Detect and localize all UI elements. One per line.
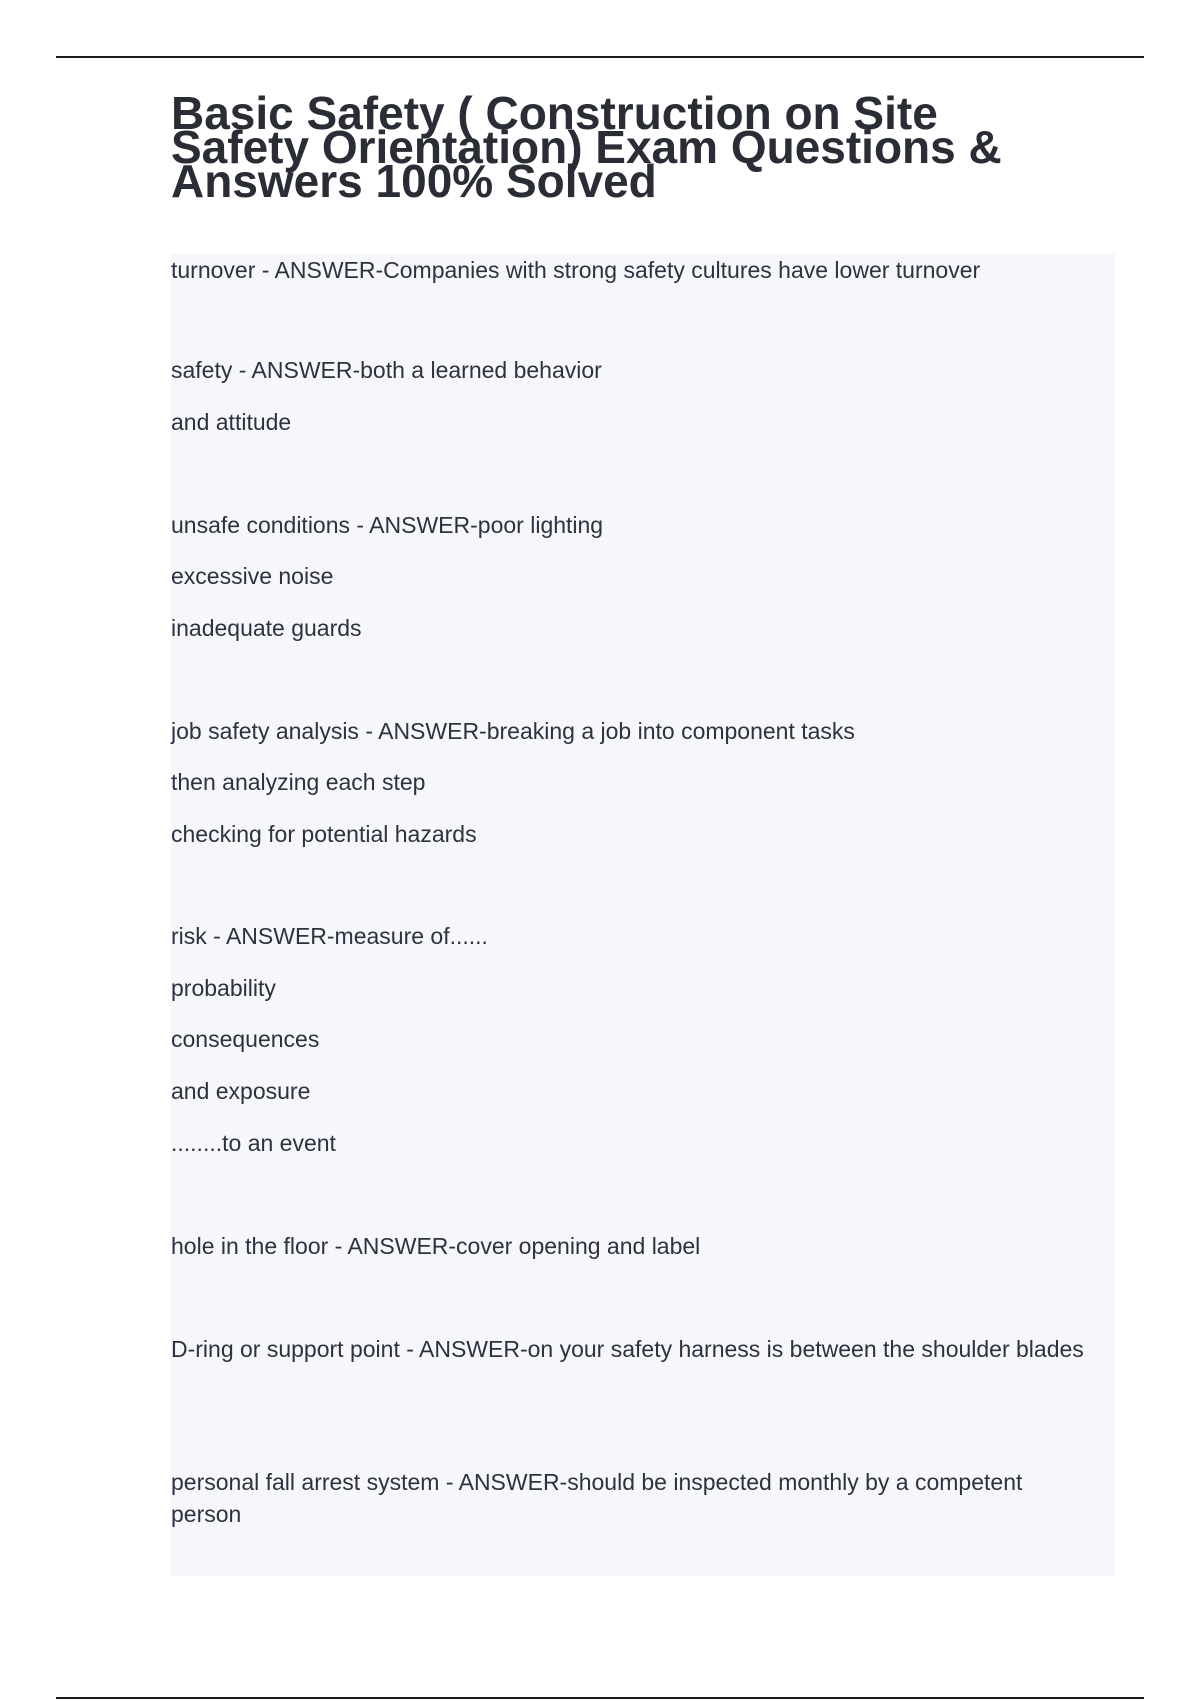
document-title: Basic Safety ( Construction on Site Safety Orientation) Exam Questions & Answers 100% Solved: [171, 87, 1002, 207]
qa-entry-personal-fall-arrest-system: [171, 1466, 1111, 1530]
qa-entry-safety: [171, 354, 1111, 438]
qa-line: checking for potential hazards: [171, 821, 477, 847]
qa-line: excessive noise: [171, 563, 334, 589]
qa-line: and attitude: [171, 409, 292, 435]
qa-line: turnover - ANSWER-Companies with strong safety cultures have lower turnover: [171, 257, 981, 283]
qa-line: inadequate guards: [171, 615, 362, 641]
qa-line: ........to an event: [171, 1130, 336, 1156]
qa-entry-job-safety-analysis: [171, 715, 1111, 850]
qa-entry-turnover: [171, 254, 1111, 286]
bottom-divider: [56, 1697, 1144, 1699]
qa-line: consequences: [171, 1026, 320, 1052]
qa-line: probability: [171, 975, 276, 1001]
qa-entry-d-ring: [171, 1333, 1111, 1365]
qa-line: personal fall arrest system - ANSWER-should be inspected monthly by a competent person: [171, 1469, 1023, 1527]
qa-line: unsafe conditions - ANSWER-poor lighting: [171, 512, 604, 538]
qa-entry-hole-in-the-floor: [171, 1230, 1111, 1262]
qa-line: risk - ANSWER-measure of......: [171, 923, 488, 949]
top-divider: [56, 56, 1144, 58]
qa-line: safety - ANSWER-both a learned behavior: [171, 357, 602, 383]
qa-entry-risk: [171, 920, 1111, 1159]
qa-content-block: [171, 254, 1115, 1576]
qa-line: then analyzing each step: [171, 769, 426, 795]
qa-line: job safety analysis - ANSWER-breaking a job into component tasks: [171, 718, 855, 744]
qa-line: and exposure: [171, 1078, 311, 1104]
qa-entry-unsafe-conditions: [171, 509, 1111, 644]
qa-line: hole in the floor - ANSWER-cover opening and label: [171, 1233, 701, 1259]
qa-line: D-ring or support point - ANSWER-on your safety harness is between the shoulder blades: [171, 1336, 1084, 1362]
